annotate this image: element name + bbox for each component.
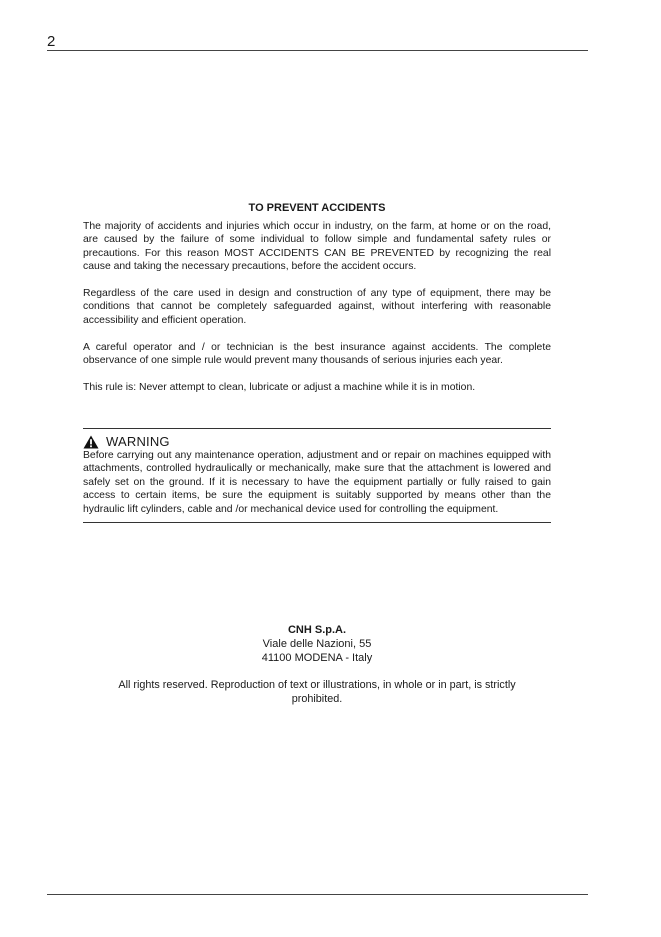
paragraph-accidents-cause: The majority of accidents and injuries which occur in industry, on the farm, at home or on the road, are caused by the failure of some individual to follow simple and fundamental safety rules or precautions. For this reason MOST ACCIDENTS CAN BE PREVENTED by recognizing the real cause and taking the necessary precautions, before the accident occurs.: [83, 221, 551, 273]
footer-rule: [47, 894, 588, 895]
publisher-company: CNH S.p.A.: [287, 624, 347, 636]
publisher-block: [83, 623, 551, 665]
section-title: TO PREVENT ACCIDENTS: [248, 202, 386, 214]
paragraph-careful-operator: A careful operator and / or technician is the best insurance against accidents. The complete observance of one simple rule would prevent many thousands of serious injuries each year.: [83, 342, 551, 367]
warning-triangle-icon: [83, 435, 99, 449]
publisher-address-line1: Viale delle Nazioni, 55: [262, 638, 372, 650]
warning-heading: [83, 434, 170, 449]
publisher-address-line2: 41100 MODENA - Italy: [261, 652, 373, 664]
paragraph-rule: This rule is: Never attempt to clean, lubricate or adjust a machine while it is in motion.: [83, 382, 476, 393]
warning-label: WARNING: [106, 434, 170, 449]
header-rule: [47, 50, 588, 51]
warning-box: [83, 428, 551, 523]
paragraph-design-conditions: Regardless of the care used in design and construction of any type of equipment, there may be conditions that cannot be completely safeguarded against, without interfering with reasonable accessibility and efficient operation.: [83, 288, 551, 326]
page-number: 2: [47, 33, 56, 50]
warning-text: Before carrying out any maintenance operation, adjustment and or repair on machines equipped with attachments, controlled hydraulically or mechanically, make sure that the attachment is lowered and safely set on the ground. If it is necessary to have the equipment partially or fully raised to gain access to certain items, be sure the equipment is suitably supported by means other than the hydraulic lift cylinders, cable and /or mechanical device used for controlling the equipment.: [83, 450, 551, 515]
rights-notice: All rights reserved. Reproduction of text or illustrations, in whole or in part, is strictly prohibited.: [118, 679, 516, 705]
